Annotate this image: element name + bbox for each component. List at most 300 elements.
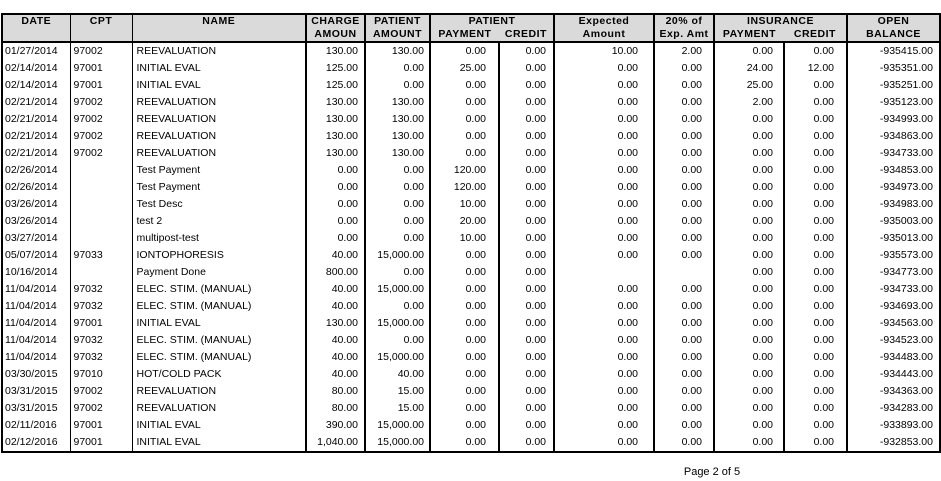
cell-patient-amount: 15,000.00	[365, 315, 430, 332]
cell-cpt: 97033	[70, 247, 132, 264]
table-row	[2, 315, 940, 332]
cell-20pct-exp-amt: 0.00	[654, 94, 714, 111]
cell-cpt: 97001	[70, 77, 132, 94]
column-header-20pct-exp-amt: 20% of Exp. Amt	[654, 14, 714, 42]
cell-name: REEVALUATION	[132, 128, 306, 145]
cell-insurance-payment: 0.00	[714, 213, 784, 230]
cell-date: 02/21/2014	[2, 145, 70, 162]
cell-insurance-credit: 0.00	[784, 128, 847, 145]
cell-patient-credit: 0.00	[499, 179, 554, 196]
cell-date: 03/27/2014	[2, 230, 70, 247]
cell-insurance-payment: 0.00	[714, 417, 784, 434]
cell-patient-payment: 0.00	[430, 247, 499, 264]
cell-date: 03/31/2015	[2, 400, 70, 417]
cell-insurance-payment: 24.00	[714, 60, 784, 77]
column-group-patient: PATIENT PAYMENT CREDIT	[430, 14, 554, 42]
cell-patient-amount: 130.00	[365, 111, 430, 128]
cell-name: Test Payment	[132, 179, 306, 196]
cell-expected-amount: 0.00	[554, 434, 654, 452]
cell-charge-amount: 0.00	[306, 196, 365, 213]
cell-patient-credit: 0.00	[499, 298, 554, 315]
cell-name: REEVALUATION	[132, 145, 306, 162]
column-header-name: NAME	[132, 14, 306, 42]
cell-expected-amount: 0.00	[554, 417, 654, 434]
cell-20pct-exp-amt: 0.00	[654, 247, 714, 264]
cell-20pct-exp-amt: 0.00	[654, 383, 714, 400]
cell-patient-credit: 0.00	[499, 281, 554, 298]
cell-cpt	[70, 230, 132, 247]
cell-name: ELEC. STIM. (MANUAL)	[132, 281, 306, 298]
cell-insurance-credit: 0.00	[784, 179, 847, 196]
cell-expected-amount: 0.00	[554, 383, 654, 400]
cell-open-balance: -934853.00	[879, 164, 933, 176]
column-header-insurance-credit: CREDIT	[793, 28, 836, 40]
cell-cpt	[70, 196, 132, 213]
cell-patient-amount: 130.00	[365, 128, 430, 145]
cell-name: ELEC. STIM. (MANUAL)	[132, 349, 306, 366]
table-row	[2, 298, 940, 315]
cell-date: 11/04/2014	[2, 281, 70, 298]
cell-patient-credit: 0.00	[499, 417, 554, 434]
cell-expected-amount: 0.00	[554, 94, 654, 111]
cell-expected-amount: 0.00	[554, 298, 654, 315]
cell-charge-amount: 125.00	[306, 77, 365, 94]
cell-20pct-exp-amt: 0.00	[654, 128, 714, 145]
cell-open-balance: -934523.00	[879, 334, 933, 346]
cell-insurance-payment: 0.00	[714, 349, 784, 366]
cell-20pct-exp-amt: 0.00	[654, 417, 714, 434]
cell-patient-amount: 0.00	[365, 77, 430, 94]
cell-expected-amount: 0.00	[554, 145, 654, 162]
cell-charge-amount: 80.00	[306, 400, 365, 417]
cell-date: 02/12/2016	[2, 434, 70, 452]
cell-cpt: 97002	[70, 42, 132, 60]
cell-charge-amount: 130.00	[306, 94, 365, 111]
cell-insurance-credit: 0.00	[784, 264, 847, 281]
cell-name: multipost-test	[132, 230, 306, 247]
cell-insurance-payment: 0.00	[714, 332, 784, 349]
cell-patient-amount: 0.00	[365, 162, 430, 179]
cell-patient-credit: 0.00	[499, 213, 554, 230]
cell-open-balance: -934733.00	[879, 283, 933, 295]
cell-insurance-credit: 0.00	[784, 366, 847, 383]
table-row	[2, 230, 940, 247]
cell-name: test 2	[132, 213, 306, 230]
cell-charge-amount: 130.00	[306, 42, 365, 60]
cell-insurance-payment: 25.00	[714, 77, 784, 94]
cell-date: 03/26/2014	[2, 213, 70, 230]
cell-patient-credit: 0.00	[499, 434, 554, 452]
cell-charge-amount: 130.00	[306, 128, 365, 145]
cell-insurance-credit: 0.00	[784, 315, 847, 332]
cell-insurance-credit: 0.00	[784, 230, 847, 247]
cell-expected-amount: 0.00	[554, 196, 654, 213]
cell-charge-amount: 40.00	[306, 349, 365, 366]
cell-patient-credit: 0.00	[499, 247, 554, 264]
cell-open-balance: -934733.00	[879, 147, 933, 159]
cell-expected-amount: 0.00	[554, 128, 654, 145]
cell-patient-payment: 0.00	[430, 434, 499, 452]
cell-patient-amount: 0.00	[365, 196, 430, 213]
cell-insurance-payment: 0.00	[714, 315, 784, 332]
cell-patient-amount: 0.00	[365, 332, 430, 349]
cell-insurance-credit: 0.00	[784, 42, 847, 60]
cell-cpt: 97010	[70, 366, 132, 383]
cell-patient-credit: 0.00	[499, 145, 554, 162]
cell-insurance-payment: 0.00	[714, 298, 784, 315]
column-header-expected-amount: Expected Amount	[554, 14, 654, 42]
cell-open-balance: -935013.00	[879, 232, 933, 244]
cell-insurance-credit: 0.00	[784, 332, 847, 349]
cell-insurance-credit: 0.00	[784, 281, 847, 298]
cell-patient-credit: 0.00	[499, 162, 554, 179]
cell-cpt: 97001	[70, 434, 132, 452]
cell-patient-credit: 0.00	[499, 366, 554, 383]
table-row	[2, 111, 940, 128]
cell-date: 05/07/2014	[2, 247, 70, 264]
cell-open-balance: -933893.00	[879, 419, 933, 431]
cell-charge-amount: 0.00	[306, 213, 365, 230]
cell-insurance-payment: 0.00	[714, 281, 784, 298]
cell-insurance-credit: 0.00	[784, 247, 847, 264]
cell-charge-amount: 1,040.00	[306, 434, 365, 452]
cell-expected-amount: 0.00	[554, 281, 654, 298]
cell-patient-amount: 15.00	[365, 400, 430, 417]
cell-insurance-credit: 0.00	[784, 383, 847, 400]
cell-patient-payment: 0.00	[430, 417, 499, 434]
cell-patient-payment: 0.00	[430, 128, 499, 145]
cell-patient-credit: 0.00	[499, 400, 554, 417]
cell-insurance-credit: 0.00	[784, 94, 847, 111]
cell-insurance-credit: 0.00	[784, 111, 847, 128]
cell-name: INITIAL EVAL	[132, 77, 306, 94]
cell-date: 10/16/2014	[2, 264, 70, 281]
cell-date: 02/21/2014	[2, 128, 70, 145]
cell-open-balance: -934483.00	[879, 351, 933, 363]
cell-date: 11/04/2014	[2, 332, 70, 349]
cell-20pct-exp-amt: 0.00	[654, 349, 714, 366]
cell-expected-amount: 0.00	[554, 77, 654, 94]
cell-patient-payment: 0.00	[430, 264, 499, 281]
cell-patient-payment: 0.00	[430, 94, 499, 111]
column-header-charge-amount: CHARGE AMOUN	[306, 14, 365, 42]
cell-cpt: 97001	[70, 60, 132, 77]
table-row	[2, 417, 940, 434]
cell-expected-amount: 0.00	[554, 332, 654, 349]
cell-patient-credit: 0.00	[499, 94, 554, 111]
cell-cpt: 97002	[70, 128, 132, 145]
cell-name: ELEC. STIM. (MANUAL)	[132, 332, 306, 349]
column-header-open-balance: OPEN BALANCE	[847, 14, 940, 42]
cell-patient-credit: 0.00	[499, 349, 554, 366]
cell-expected-amount: 0.00	[554, 400, 654, 417]
column-header-date: DATE	[2, 14, 70, 42]
cell-patient-credit: 0.00	[499, 128, 554, 145]
table-row	[2, 196, 940, 213]
cell-insurance-payment: 0.00	[714, 145, 784, 162]
cell-open-balance: -935123.00	[879, 96, 933, 108]
cell-charge-amount: 40.00	[306, 332, 365, 349]
cell-patient-payment: 0.00	[430, 281, 499, 298]
cell-patient-payment: 0.00	[430, 400, 499, 417]
cell-date: 02/21/2014	[2, 111, 70, 128]
cell-charge-amount: 40.00	[306, 298, 365, 315]
cell-patient-payment: 0.00	[430, 77, 499, 94]
cell-insurance-payment: 0.00	[714, 247, 784, 264]
cell-expected-amount	[554, 264, 654, 281]
cell-insurance-credit: 0.00	[784, 213, 847, 230]
cell-insurance-payment: 0.00	[714, 383, 784, 400]
cell-patient-payment: 0.00	[430, 366, 499, 383]
cell-cpt	[70, 264, 132, 281]
table-row	[2, 179, 940, 196]
cell-cpt: 97002	[70, 145, 132, 162]
page-indicator: Page 2 of 5	[683, 466, 741, 478]
cell-cpt: 97032	[70, 349, 132, 366]
cell-open-balance: -934863.00	[879, 130, 933, 142]
cell-20pct-exp-amt: 0.00	[654, 298, 714, 315]
cell-insurance-credit: 0.00	[784, 77, 847, 94]
table-row	[2, 332, 940, 349]
cell-charge-amount: 80.00	[306, 383, 365, 400]
cell-open-balance: -934283.00	[879, 402, 933, 414]
cell-20pct-exp-amt: 2.00	[654, 42, 714, 60]
ledger-table	[1, 13, 941, 453]
cell-name: INITIAL EVAL	[132, 315, 306, 332]
cell-cpt: 97001	[70, 315, 132, 332]
cell-patient-payment: 0.00	[430, 349, 499, 366]
cell-20pct-exp-amt: 0.00	[654, 196, 714, 213]
cell-insurance-payment: 0.00	[714, 230, 784, 247]
cell-20pct-exp-amt: 0.00	[654, 366, 714, 383]
table-body	[2, 42, 940, 452]
column-group-insurance: INSURANCE PAYMENT CREDIT	[714, 14, 847, 42]
cell-cpt: 97032	[70, 298, 132, 315]
cell-20pct-exp-amt	[654, 264, 714, 281]
cell-20pct-exp-amt: 0.00	[654, 281, 714, 298]
cell-patient-credit: 0.00	[499, 230, 554, 247]
table-row	[2, 400, 940, 417]
cell-expected-amount: 0.00	[554, 247, 654, 264]
table-row	[2, 162, 940, 179]
cell-patient-payment: 0.00	[430, 383, 499, 400]
cell-charge-amount: 130.00	[306, 145, 365, 162]
cell-patient-amount: 15,000.00	[365, 434, 430, 452]
cell-name: Test Payment	[132, 162, 306, 179]
cell-patient-credit: 0.00	[499, 332, 554, 349]
cell-charge-amount: 40.00	[306, 281, 365, 298]
cell-20pct-exp-amt: 0.00	[654, 77, 714, 94]
cell-20pct-exp-amt: 0.00	[654, 179, 714, 196]
cell-patient-amount: 15,000.00	[365, 417, 430, 434]
cell-date: 02/11/2016	[2, 417, 70, 434]
cell-patient-amount: 15,000.00	[365, 349, 430, 366]
cell-patient-amount: 0.00	[365, 298, 430, 315]
cell-charge-amount: 0.00	[306, 230, 365, 247]
table-row	[2, 77, 940, 94]
cell-insurance-payment: 0.00	[714, 196, 784, 213]
cell-patient-amount: 15.00	[365, 383, 430, 400]
cell-patient-payment: 0.00	[430, 315, 499, 332]
cell-patient-amount: 15,000.00	[365, 247, 430, 264]
cell-cpt: 97001	[70, 417, 132, 434]
cell-insurance-payment: 0.00	[714, 400, 784, 417]
cell-charge-amount: 40.00	[306, 366, 365, 383]
cell-open-balance: -934563.00	[879, 317, 933, 329]
cell-cpt: 97002	[70, 94, 132, 111]
cell-patient-amount: 130.00	[365, 94, 430, 111]
cell-patient-credit: 0.00	[499, 42, 554, 60]
cell-charge-amount: 800.00	[306, 264, 365, 281]
cell-cpt: 97002	[70, 111, 132, 128]
cell-expected-amount: 0.00	[554, 315, 654, 332]
cell-expected-amount: 0.00	[554, 179, 654, 196]
cell-patient-payment: 120.00	[430, 179, 499, 196]
table-row	[2, 366, 940, 383]
cell-patient-payment: 25.00	[430, 60, 499, 77]
cell-insurance-credit: 0.00	[784, 434, 847, 452]
cell-expected-amount: 10.00	[554, 42, 654, 60]
table-row	[2, 60, 940, 77]
cell-open-balance: -934773.00	[879, 266, 933, 278]
cell-patient-payment: 0.00	[430, 298, 499, 315]
cell-open-balance: -935351.00	[879, 62, 933, 74]
cell-date: 03/26/2014	[2, 196, 70, 213]
cell-name: REEVALUATION	[132, 94, 306, 111]
cell-patient-amount: 0.00	[365, 60, 430, 77]
table-row	[2, 264, 940, 281]
cell-insurance-payment: 0.00	[714, 111, 784, 128]
cell-name: INITIAL EVAL	[132, 434, 306, 452]
cell-patient-credit: 0.00	[499, 77, 554, 94]
cell-patient-payment: 0.00	[430, 42, 499, 60]
table-row	[2, 128, 940, 145]
cell-patient-amount: 15,000.00	[365, 281, 430, 298]
cell-patient-payment: 20.00	[430, 213, 499, 230]
cell-charge-amount: 390.00	[306, 417, 365, 434]
cell-open-balance: -934973.00	[879, 181, 933, 193]
table-row	[2, 145, 940, 162]
cell-insurance-payment: 0.00	[714, 42, 784, 60]
cell-open-balance: -935573.00	[879, 249, 933, 261]
table-row	[2, 281, 940, 298]
cell-open-balance: -934363.00	[879, 385, 933, 397]
cell-open-balance: -935003.00	[879, 215, 933, 227]
cell-20pct-exp-amt: 0.00	[654, 315, 714, 332]
column-header-patient-amount: PATIENT AMOUNT	[365, 14, 430, 42]
cell-expected-amount: 0.00	[554, 366, 654, 383]
cell-date: 02/21/2014	[2, 94, 70, 111]
cell-name: IONTOPHORESIS	[132, 247, 306, 264]
cell-date: 03/30/2015	[2, 366, 70, 383]
cell-name: REEVALUATION	[132, 383, 306, 400]
cell-patient-amount: 0.00	[365, 230, 430, 247]
cell-date: 02/14/2014	[2, 77, 70, 94]
cell-insurance-payment: 0.00	[714, 179, 784, 196]
cell-20pct-exp-amt: 0.00	[654, 111, 714, 128]
cell-patient-payment: 120.00	[430, 162, 499, 179]
cell-open-balance: -934983.00	[879, 198, 933, 210]
cell-cpt: 97032	[70, 281, 132, 298]
cell-date: 11/04/2014	[2, 349, 70, 366]
column-header-patient-payment: PAYMENT	[438, 28, 492, 40]
table-row	[2, 213, 940, 230]
cell-date: 02/14/2014	[2, 60, 70, 77]
cell-insurance-payment: 0.00	[714, 162, 784, 179]
cell-charge-amount: 130.00	[306, 111, 365, 128]
cell-name: REEVALUATION	[132, 42, 306, 60]
cell-patient-payment: 0.00	[430, 111, 499, 128]
cell-patient-payment: 0.00	[430, 332, 499, 349]
column-header-cpt: CPT	[70, 14, 132, 42]
cell-patient-payment: 10.00	[430, 196, 499, 213]
cell-charge-amount: 130.00	[306, 315, 365, 332]
cell-patient-amount: 130.00	[365, 145, 430, 162]
cell-patient-credit: 0.00	[499, 111, 554, 128]
cell-insurance-credit: 0.00	[784, 298, 847, 315]
cell-date: 11/04/2014	[2, 315, 70, 332]
cell-expected-amount: 0.00	[554, 60, 654, 77]
ledger-report	[1, 13, 941, 478]
cell-name: HOT/COLD PACK	[132, 366, 306, 383]
cell-insurance-credit: 0.00	[784, 196, 847, 213]
cell-open-balance: -934443.00	[879, 368, 933, 380]
table-row	[2, 383, 940, 400]
cell-cpt: 97032	[70, 332, 132, 349]
cell-name: REEVALUATION	[132, 400, 306, 417]
cell-patient-amount: 130.00	[365, 42, 430, 60]
cell-name: INITIAL EVAL	[132, 417, 306, 434]
cell-charge-amount: 0.00	[306, 162, 365, 179]
table-row	[2, 94, 940, 111]
cell-patient-amount: 0.00	[365, 179, 430, 196]
cell-20pct-exp-amt: 0.00	[654, 145, 714, 162]
cell-name: Payment Done	[132, 264, 306, 281]
cell-20pct-exp-amt: 0.00	[654, 162, 714, 179]
cell-patient-credit: 0.00	[499, 264, 554, 281]
cell-charge-amount: 0.00	[306, 179, 365, 196]
cell-date: 02/26/2014	[2, 162, 70, 179]
cell-insurance-payment: 0.00	[714, 128, 784, 145]
cell-20pct-exp-amt: 0.00	[654, 434, 714, 452]
cell-name: INITIAL EVAL	[132, 60, 306, 77]
cell-expected-amount: 0.00	[554, 111, 654, 128]
cell-patient-credit: 0.00	[499, 383, 554, 400]
cell-cpt	[70, 213, 132, 230]
cell-cpt	[70, 162, 132, 179]
cell-expected-amount: 0.00	[554, 162, 654, 179]
cell-insurance-credit: 0.00	[784, 145, 847, 162]
table-row	[2, 247, 940, 264]
cell-cpt: 97002	[70, 383, 132, 400]
cell-expected-amount: 0.00	[554, 213, 654, 230]
cell-open-balance: -934993.00	[879, 113, 933, 125]
table-row	[2, 349, 940, 366]
cell-patient-credit: 0.00	[499, 196, 554, 213]
cell-name: ELEC. STIM. (MANUAL)	[132, 298, 306, 315]
cell-patient-credit: 0.00	[499, 60, 554, 77]
cell-insurance-payment: 0.00	[714, 366, 784, 383]
cell-insurance-credit: 0.00	[784, 400, 847, 417]
column-header-patient-credit: CREDIT	[504, 28, 547, 40]
cell-patient-amount: 40.00	[365, 366, 430, 383]
cell-insurance-payment: 0.00	[714, 434, 784, 452]
cell-patient-payment: 10.00	[430, 230, 499, 247]
cell-name: Test Desc	[132, 196, 306, 213]
cell-20pct-exp-amt: 0.00	[654, 332, 714, 349]
cell-open-balance: -934693.00	[879, 300, 933, 312]
cell-patient-credit: 0.00	[499, 315, 554, 332]
